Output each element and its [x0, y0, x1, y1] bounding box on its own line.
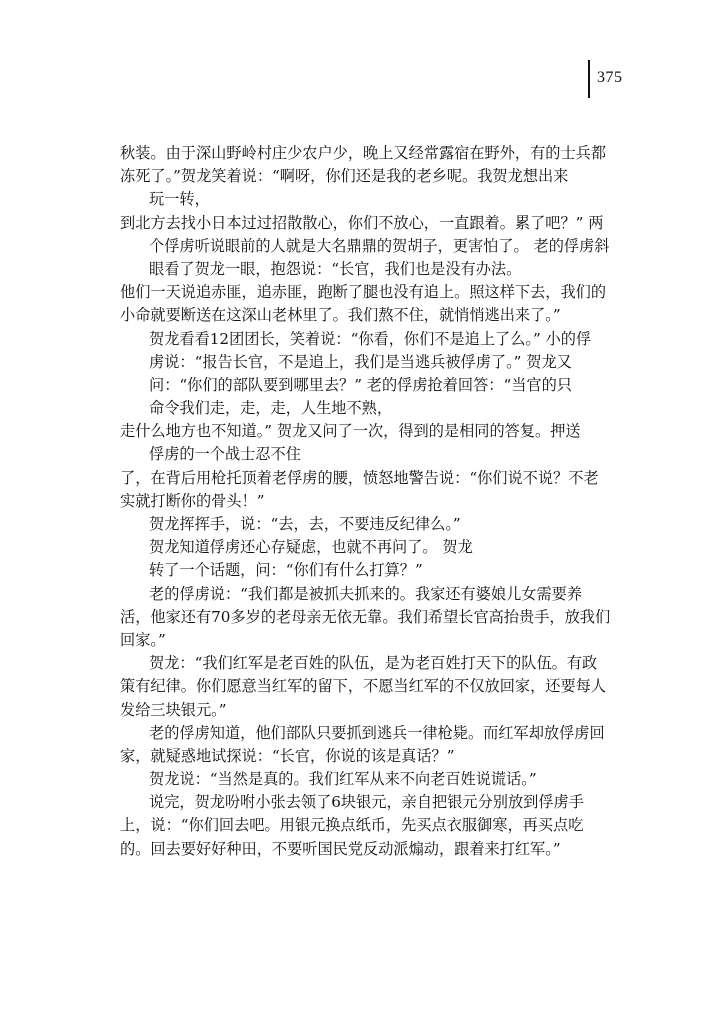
text-line: 秋装。由于深山野岭村庄少农户少，晚上又经常露宿在野外，有的士兵都 — [120, 144, 606, 162]
text-line: 老的俘虏说：“我们都是被抓夫抓来的。我家还有婆娘儿女需要养 — [149, 584, 583, 603]
text-line: 老的俘虏知道，他们部队只要抓到逃兵一律枪毙。而红军却放俘虏回 — [149, 723, 605, 742]
text-line: 实就打断你的骨头！” — [120, 491, 265, 510]
text-line: 小命就要断送在这深山老林里了。我们熬不住，就悄悄逃出来了。” — [120, 306, 561, 325]
text-line: 回家。” — [120, 630, 166, 649]
text-line: 贺龙：“我们红军是老百姓的队伍，是为老百姓打天下的队伍。有政 — [149, 654, 598, 673]
text-line: 说完，贺龙吩咐小张去领了6块银元，亲自把银元分别放到俘虏手 — [149, 793, 584, 812]
text-line: 的。回去要好好种田，不要听国民党反动派煽动，跟着来打红军。” — [120, 839, 561, 858]
text-line: 家，就疑惑地试探说：“长官，你说的该是真话？” — [120, 746, 455, 765]
text-line: 了，在背后用枪托顶着老俘虏的腰，愤怒地警告说：“你们说不说？不老 — [120, 468, 599, 487]
text-body — [120, 142, 640, 861]
page-number: 375 — [597, 69, 623, 86]
text-line: 贺龙知道俘虏还心存疑虑，也就不再问了。 贺龙 — [149, 538, 473, 557]
text-line: 个俘虏听说眼前的人就是大名鼎鼎的贺胡子，更害怕了。 老的俘虏斜 — [149, 236, 610, 255]
text-line: 问：“你们的部队要到哪里去？” 老的俘虏抢着回答：“当官的只 — [149, 375, 572, 394]
text-line: 贺龙挥挥手，说：“去，去，不要违反纪律么。” — [149, 515, 461, 533]
text-line: 活，他家还有70多岁的老母亲无依无靠。我们希望长官高抬贵手，放我们 — [120, 607, 611, 626]
text-line: 到北方去找小日本过过招散散心，你们不放心，一直跟着。累了吧？” 两 — [120, 213, 604, 232]
text-line: 贺龙看看12团团长，笑着说：“你看，你们不是追上了么。” 小的俘 — [149, 329, 592, 348]
text-line: 发给三块银元。” — [120, 700, 227, 719]
text-line: 俘虏的一个战士忍不住 — [149, 445, 301, 464]
page-number-rule — [588, 60, 590, 98]
text-line: 他们一天说追赤匪，追赤匪，跑断了腿也没有追上。照这样下去，我们的 — [120, 283, 606, 302]
text-line: 眼看了贺龙一眼，抱怨说：“长官，我们也是没有办法。 — [149, 259, 522, 278]
text-line: 冻死了。”贺龙笑着说：“啊呀，你们还是我的老乡呢。我贺龙想出来 — [120, 167, 569, 186]
text-line: 上，说：“你们回去吧。用银元换点纸币，先买点衣服御寒，再买点吃 — [120, 816, 584, 835]
text-line: 玩一转， — [149, 190, 210, 209]
text-line: 贺龙说：“当然是真的。我们红军从来不向老百姓说谎话。” — [149, 770, 537, 789]
text-line: 策有纪律。你们愿意当红军的留下，不愿当红军的不仅放回家，还要每人 — [120, 677, 606, 696]
text-line: 虏说：“报告长官，不是追上，我们是当逃兵被俘虏了。” 贺龙又 — [149, 352, 572, 371]
text-line: 走什么地方也不知道。” 贺龙又问了一次，得到的是相同的答复。押送 — [120, 422, 581, 441]
text-line: 命令我们走，走，走，人生地不熟， — [149, 399, 392, 418]
text-line: 转了一个话题，问：“你们有什么打算？” — [149, 561, 423, 580]
